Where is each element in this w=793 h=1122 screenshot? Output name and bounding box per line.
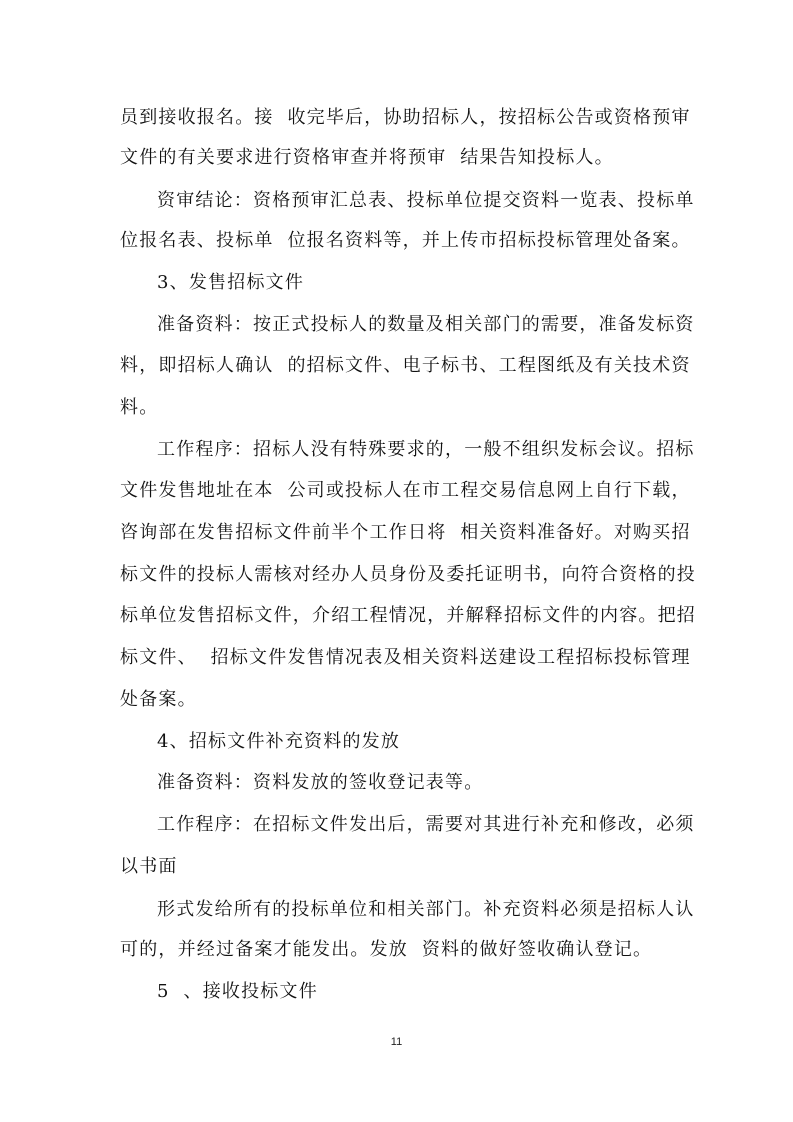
text-line: 工作程序：招标人没有特殊要求的，一般不组织发标会议。招标 [157,439,695,460]
text-line: 位报名表、投标单 位报名资料等，并上传市招标投标管理处备案。 [120,230,691,251]
text-line: 以书面 [120,856,178,877]
text-line: 资审结论：资格预审汇总表、投标单位提交资料一览表、投标单 [157,190,695,211]
text-line: 准备资料：资料发放的签收登记表等。 [157,772,484,793]
text-line: 工作程序：在招标文件发出后，需要对其进行补充和修改，必须 [157,814,695,835]
text-line: 标文件、 招标文件发售情况表及相关资料送建设工程招标投标管理 [120,647,691,668]
text-line: 文件发售地址在本 公司或投标人在市工程交易信息网上自行下载， [120,480,691,501]
page-number: 11 [390,1036,403,1048]
text-line: 准备资料：按正式投标人的数量及相关部门的需要，准备发标资 [157,314,695,335]
text-line: 料，即招标人确认 的招标文件、电子标书、工程图纸及有关技术资 [120,355,691,376]
text-line: 文件的有关要求进行资格审查并将预审 结果告知投标人。 [120,147,614,168]
text-line: 标文件的投标人需核对经办人员身份及委托证明书，向符合资格的投 [120,564,696,585]
text-line: 标单位发售招标文件，介绍工程情况，并解释招标文件的内容。把招 [120,605,696,626]
text-line: 咨询部在发售招标文件前半个工作日将 相关资料准备好。对购买招 [120,522,691,543]
text-line: 员到接收报名。接 收完毕后，协助招标人，按招标公告或资格预审 [120,107,691,128]
text-line: 料。 [120,397,159,418]
text-line: 处备案。 [120,689,197,710]
text-line: 可的，并经过备案才能发出。发放 资料的做好签收确认登记。 [120,939,653,960]
section-heading: 5 、接收投标文件 [157,981,318,1002]
section-heading: 4、招标文件补充资料的发放 [157,731,401,752]
text-line: 形式发给所有的投标单位和相关部门。补充资料必须是招标人认 [157,899,695,920]
section-heading: 3、发售招标文件 [157,272,305,293]
